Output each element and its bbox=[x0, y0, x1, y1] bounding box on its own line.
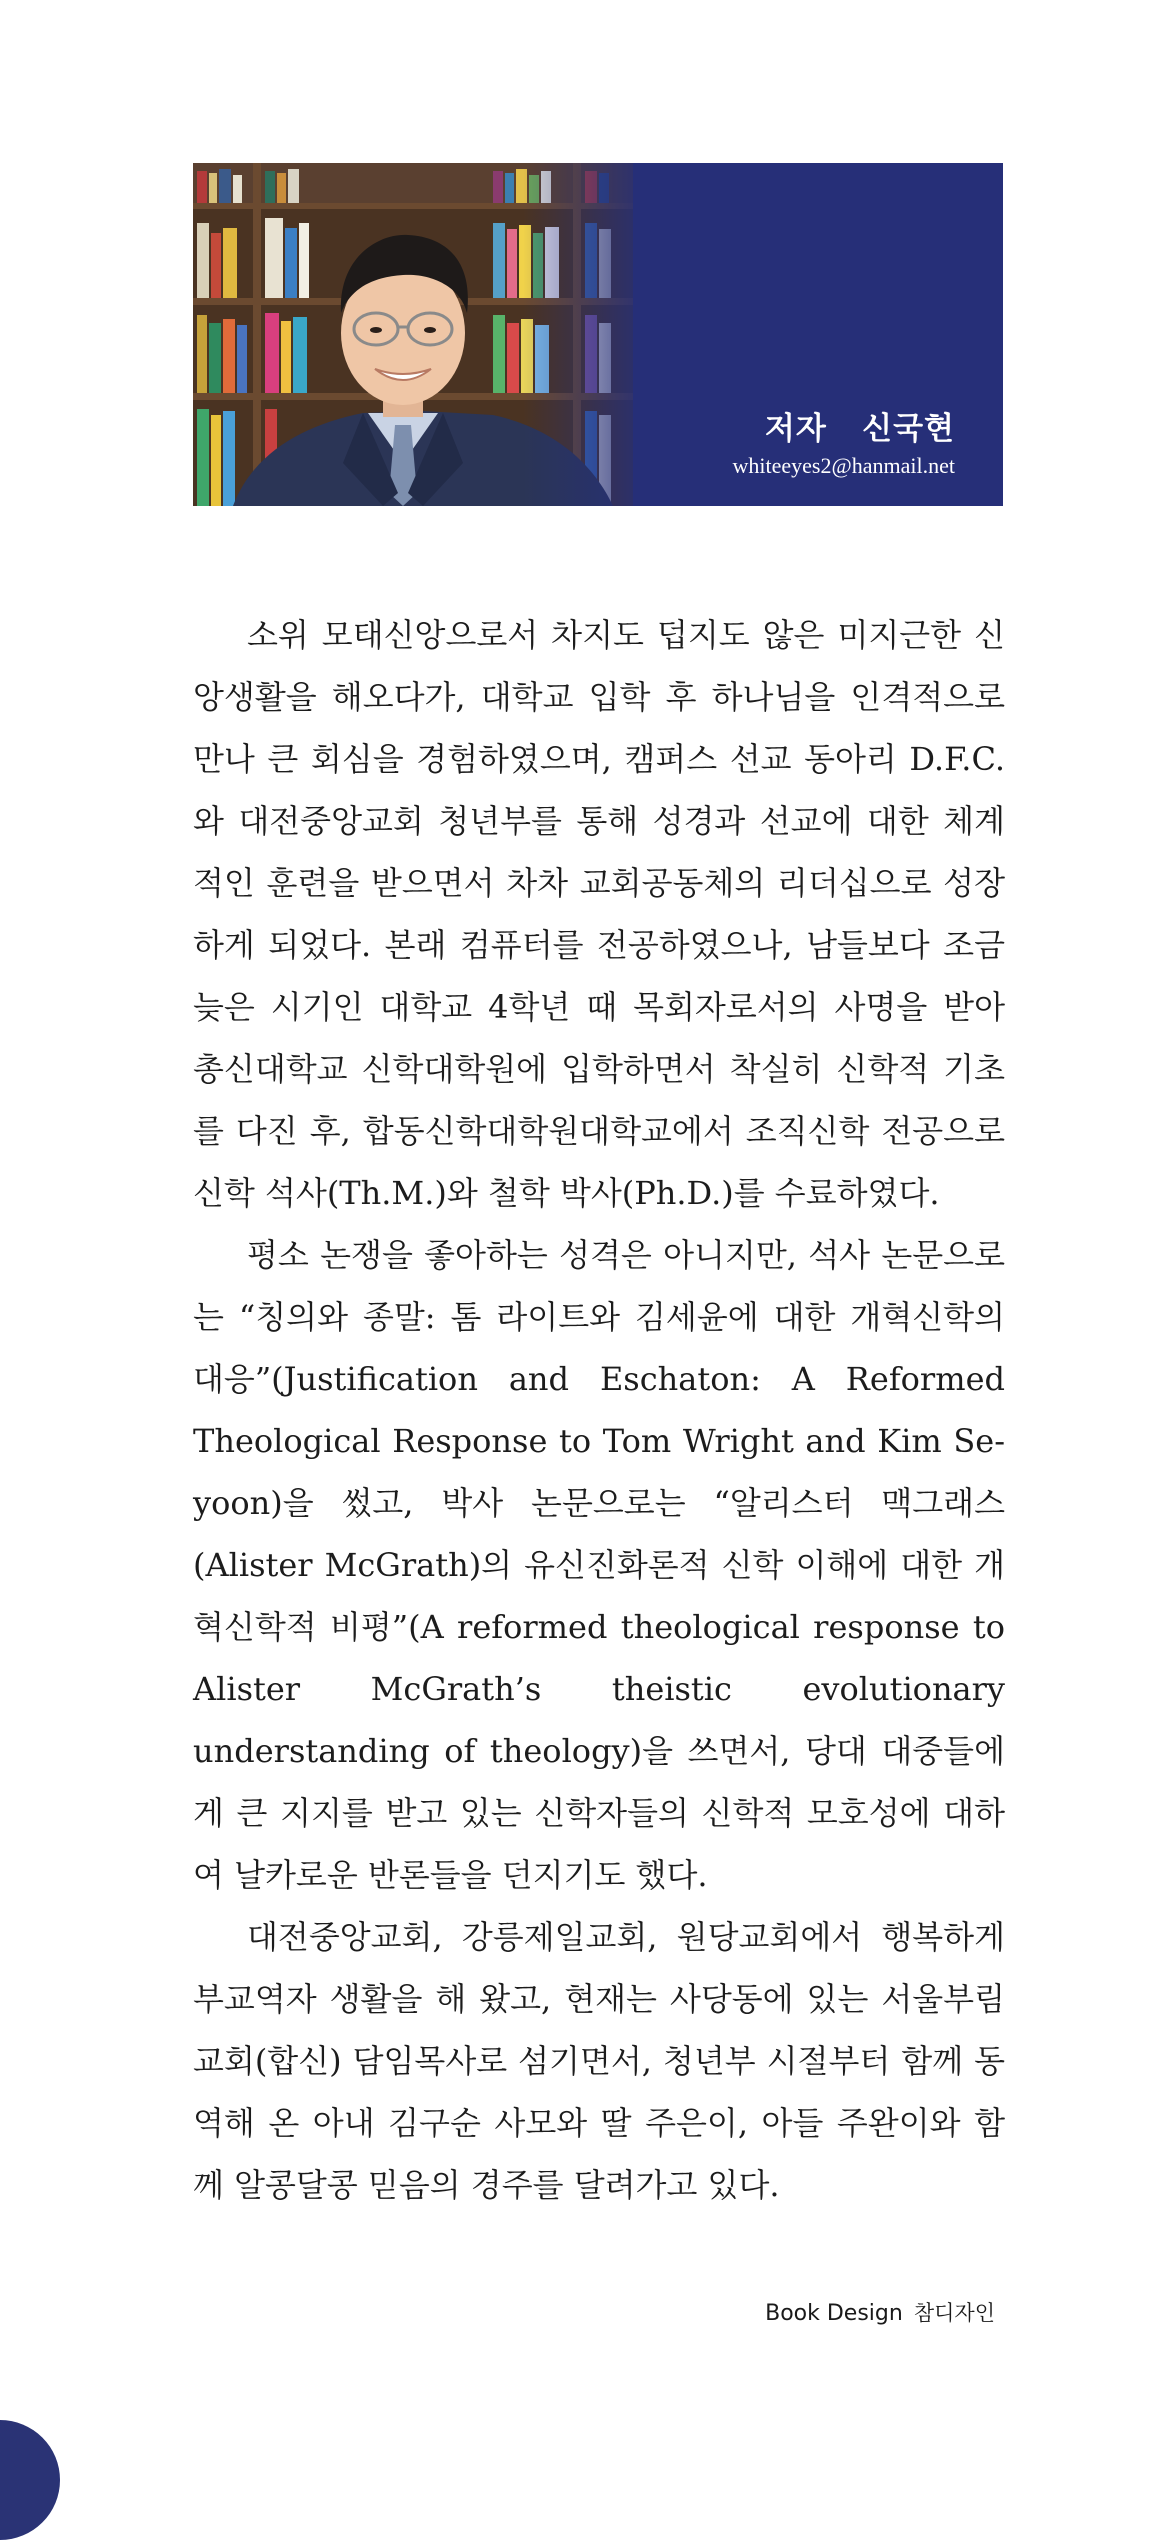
photo-gradient-fade bbox=[523, 163, 663, 506]
bio-paragraph: 대전중앙교회, 강릉제일교회, 원당교회에서 행복하게 부교역자 생활을 해 왔고, 현재는 사당동에 있는 서울부림교회(합신) 담임목사로 섬기면서, 청년부 시절부터 함께 동역해 온 아내 김구순 사모와 딸 주은이, 아들 주완이와 함께 알콩달콩 믿음의 경주를 달려가고 있다. bbox=[193, 1918, 1005, 2204]
credit-studio: 참디자인 bbox=[913, 2301, 995, 2325]
credit-label: Book Design bbox=[765, 2301, 903, 2326]
author-name: 저자 신국현 bbox=[764, 411, 955, 447]
bio-paragraph: 소위 모태신앙으로서 차지도 덥지도 않은 미지근한 신앙생활을 해오다가, 대학교 입학 후 하나님을 인격적으로 만나 큰 회심을 경험하였으며, 캠퍼스 선교 동아리 D.F.C.와 대전중앙교회 청년부를 통해 성경과 선교에 대한 체계적인 훈련을 받으면서 차차 교회공동체의 리더십으로 성장하게 되었다. 본래 컴퓨터를 전공하였으나, 남들보다 조금 늦은 시기인 대학교 4학년 때 목회자로서의 사명을 받아 총신대학교 신학대학원에 입학하면서 착실히 신학적 기초를 다진 후, 합동신학대학원대학교에서 조직신학 전공으로 신학 석사(Th.M.)와 철학 박사(Ph.D.)를 수료하였다. bbox=[193, 616, 1005, 1212]
corner-decoration bbox=[0, 2420, 60, 2540]
author-biography bbox=[193, 604, 1005, 2216]
bio-paragraph: 평소 논쟁을 좋아하는 성격은 아니지만, 석사 논문으로는 “칭의와 종말: 톰 라이트와 김세윤에 대한 개혁신학의 대응”(Justification and Eschaton: A Reformed Theological Response to Tom Wright and Kim Se-yoon)을 썼고, 박사 논문으로는 “알리스터 맥그래스(Alister McGrath)의 유신진화론적 신학 이해에 대한 개혁신학적 비평”(A reformed theological response to Alister McGrath’s theistic evolutionary understanding of theology)을 쓰면서, 당대 대중들에게 큰 지지를 받고 있는 신학자들의 신학적 모호성에 대하여 날카로운 반론들을 던지기도 했다. bbox=[193, 1236, 1005, 1894]
author-banner bbox=[193, 163, 1003, 506]
book-design-credit bbox=[765, 2297, 995, 2327]
author-email: whiteeyes2@hanmail.net bbox=[732, 453, 955, 478]
